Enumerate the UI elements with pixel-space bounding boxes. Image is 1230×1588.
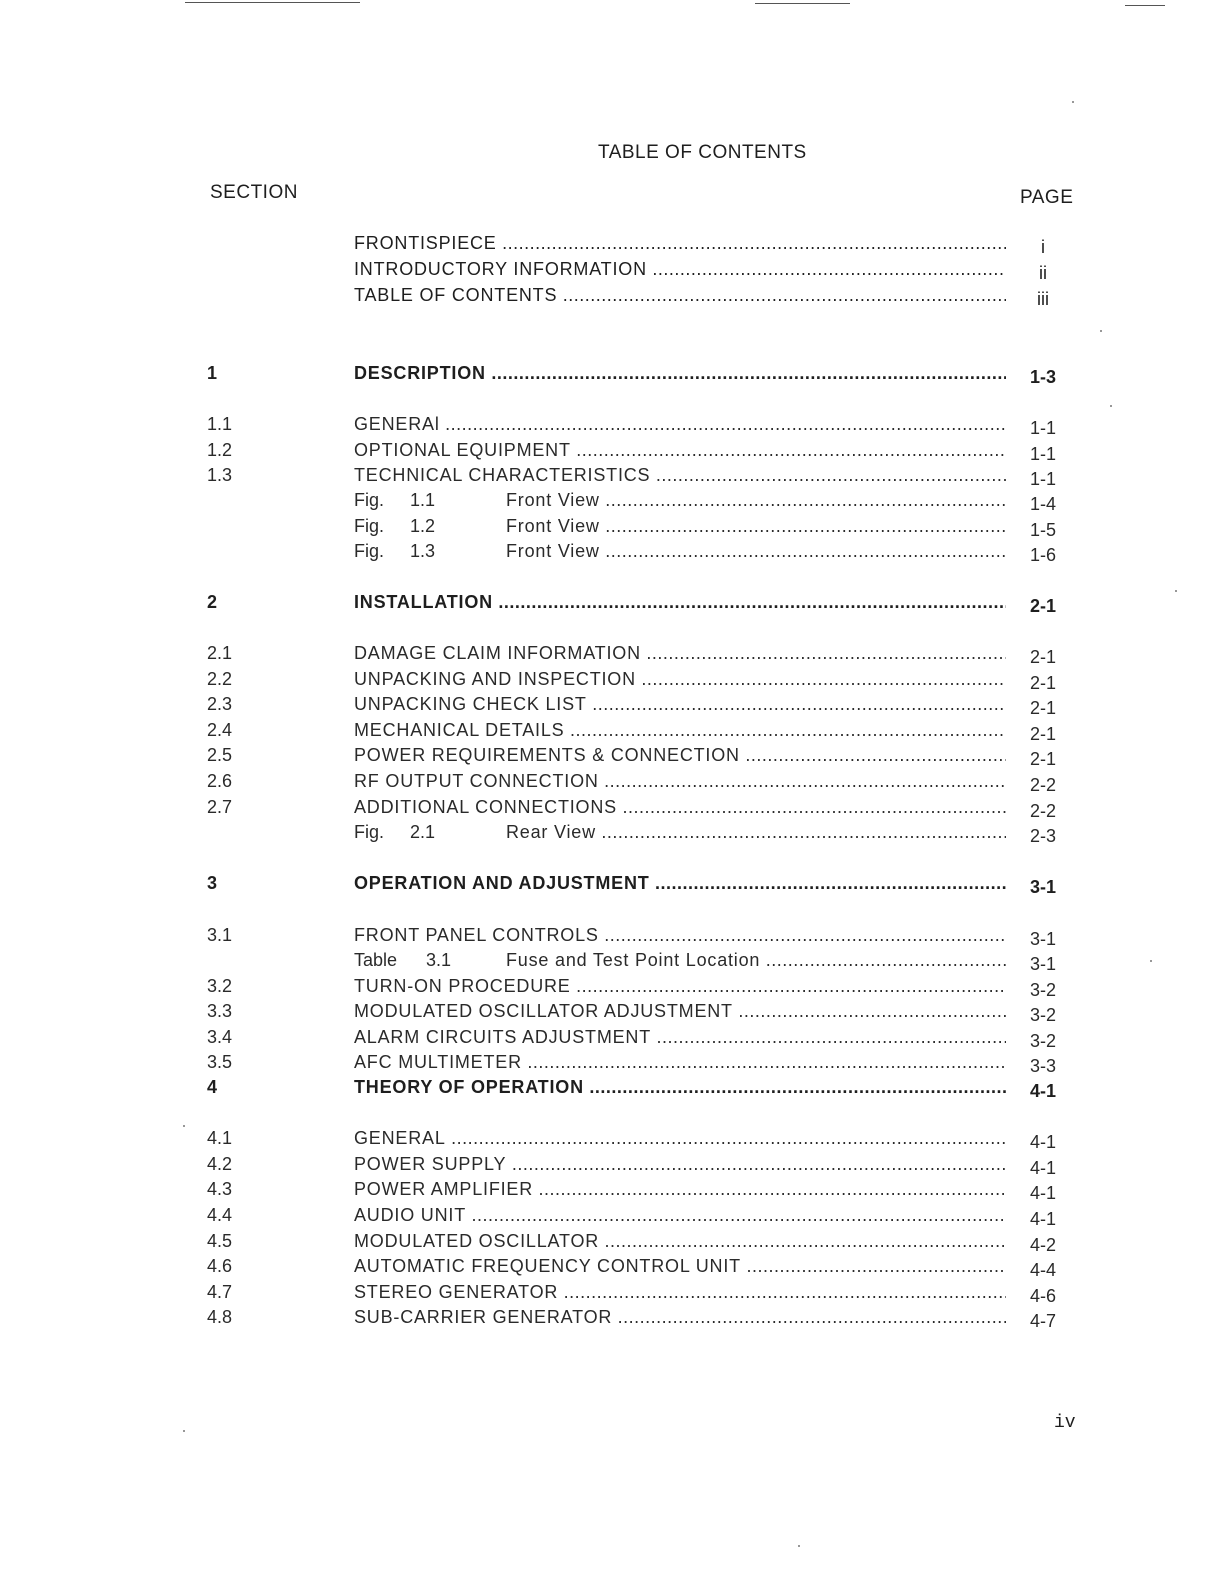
toc-entry-label: INTRODUCTORY INFORMATION (354, 259, 647, 279)
toc-entry-label: ALARM CIRCUITS ADJUSTMENT (354, 1027, 652, 1047)
toc-entry-page: 4-1 (1029, 1158, 1056, 1178)
toc-entry-label: UNPACKING CHECK LIST (354, 694, 587, 714)
scan-speck (1100, 330, 1102, 332)
toc-entry-installation (0, 592, 1230, 616)
toc-entry-number: 3.2 (207, 976, 233, 996)
toc-entry-title (354, 490, 1006, 514)
toc-ref-kind: Table (354, 950, 398, 970)
toc-entry-label: SUB-CARRIER GENERATOR (354, 1307, 613, 1327)
scan-speck (1072, 101, 1074, 103)
toc-entry-theory-of-operation (0, 1077, 1230, 1101)
toc-entry-title (354, 440, 1006, 464)
toc-entry-page: 1-1 (1029, 418, 1056, 438)
toc-entry-page: 3-2 (1029, 1005, 1056, 1025)
toc-entry-label: DAMAGE CLAIM INFORMATION (354, 643, 641, 663)
toc-entry-title (354, 669, 1006, 693)
toc-ref-number: 1.2 (410, 516, 436, 536)
toc-entry-label: OPTIONAL EQUIPMENT (354, 440, 571, 460)
toc-entry-label: Front View (506, 490, 600, 510)
toc-entry-title (354, 541, 1006, 565)
section-column-header: SECTION (210, 182, 298, 203)
toc-entry-number: 3.4 (207, 1027, 233, 1047)
toc-entry-label: MECHANICAL DETAILS (354, 720, 565, 740)
toc-ref-number: 2.1 (410, 822, 436, 842)
toc-entry-label: RF OUTPUT CONNECTION (354, 771, 599, 791)
toc-entry-page: 1-4 (1029, 494, 1056, 514)
toc-entry-page: 1-1 (1029, 469, 1056, 489)
toc-entry-page: 2-1 (1029, 673, 1056, 693)
toc-entry-page: 2-1 (1029, 724, 1056, 744)
toc-entry-number: 4.8 (207, 1307, 233, 1327)
toc-entry-title (354, 1052, 1006, 1076)
toc-entry-title (354, 950, 1006, 974)
toc-entry-label: POWER AMPLIFIER (354, 1179, 534, 1199)
toc-entry-page: 3-3 (1029, 1056, 1056, 1076)
toc-entry-title (354, 1231, 1006, 1255)
toc-entry-label: Fuse and Test Point Location (506, 950, 761, 970)
toc-entry-number: 4.1 (207, 1128, 233, 1148)
toc-entry-sub-carrier-generator (0, 1307, 1230, 1331)
toc-entry-title (354, 1282, 1006, 1306)
toc-entry-title (354, 643, 1006, 667)
toc-entry-page: 4-2 (1029, 1235, 1056, 1255)
toc-entry-table-of-contents (0, 285, 1230, 309)
toc-entry-label: AUTOMATIC FREQUENCY CONTROL UNIT (354, 1256, 741, 1276)
toc-entry-number: 2.7 (207, 797, 233, 817)
toc-entry-label: INSTALLATION (354, 592, 493, 612)
toc-entry-page: 1-5 (1029, 520, 1056, 540)
toc-entry-label: OPERATION AND ADJUSTMENT (354, 873, 650, 893)
toc-entry-title (354, 1205, 1006, 1229)
toc-entry-number: 2.4 (207, 720, 233, 740)
scan-mark (1125, 5, 1165, 6)
toc-entry-title (354, 414, 1006, 438)
toc-entry-number: 4.4 (207, 1205, 233, 1225)
toc-entry-label: TABLE OF CONTENTS (354, 285, 558, 305)
toc-ref-kind: Fig. (354, 822, 385, 842)
toc-entry-modulated-oscillator (0, 1231, 1230, 1255)
toc-entry-label: AUDIO UNIT (354, 1205, 467, 1225)
toc-entry-number: 2 (207, 592, 218, 612)
toc-entry-front-panel-controls (0, 925, 1230, 949)
toc-entry-page: 2-2 (1029, 801, 1056, 821)
toc-ref-number: 1.3 (410, 541, 436, 561)
toc-entry-page: 2-2 (1029, 775, 1056, 795)
toc-entry-label: STEREO GENERATOR (354, 1282, 559, 1302)
toc-entry-label: AFC MULTIMETER (354, 1052, 522, 1072)
page-column-header: PAGE (1020, 187, 1074, 208)
toc-entry-mechanical-details (0, 720, 1230, 744)
toc-entry-title (354, 745, 1006, 769)
toc-entry-page: 2-1 (1029, 698, 1056, 718)
toc-entry-technical-characteristics (0, 465, 1230, 489)
toc-entry-page: 2-1 (1029, 647, 1056, 667)
toc-entry-page: 4-4 (1029, 1260, 1056, 1280)
toc-entry-label: Front View (506, 516, 600, 536)
toc-entry-title (354, 1154, 1006, 1178)
toc-entry-title (354, 1128, 1006, 1152)
toc-entry-title (354, 1256, 1006, 1280)
toc-entry-page: 3-1 (1029, 929, 1056, 949)
toc-ref-number: 3.1 (426, 950, 452, 970)
toc-entry-page: 3-2 (1029, 980, 1056, 1000)
scan-mark (185, 2, 360, 3)
toc-entry-title (354, 465, 1006, 489)
toc-entry-number: 3.3 (207, 1001, 233, 1021)
toc-entry-optional-equipment (0, 440, 1230, 464)
toc-entry-page: 4-1 (1029, 1132, 1056, 1152)
toc-entry-page: 2-3 (1029, 826, 1056, 846)
toc-entry-label: MODULATED OSCILLATOR ADJUSTMENT (354, 1001, 733, 1021)
toc-entry-number: 4 (207, 1077, 218, 1097)
toc-entry-number: 3 (207, 873, 218, 893)
toc-entry-title (354, 1027, 1006, 1051)
toc-entry-label: MODULATED OSCILLATOR (354, 1231, 600, 1251)
toc-entry-page: 1-3 (1029, 367, 1056, 387)
toc-entry-stereo-generator (0, 1282, 1230, 1306)
toc-entry-fig-2-1 (0, 822, 1230, 846)
toc-entry-title (354, 259, 1006, 283)
toc-entry-title (354, 1001, 1006, 1025)
toc-entry-audio-unit (0, 1205, 1230, 1229)
toc-entry-title (354, 925, 1006, 949)
toc-entry-modulated-oscillator-adj (0, 1001, 1230, 1025)
toc-entry-page: iii (1037, 289, 1049, 309)
toc-entry-page: 3-1 (1029, 877, 1056, 897)
toc-entry-additional-connections (0, 797, 1230, 821)
toc-ref-number: 1.1 (410, 490, 436, 510)
toc-entry-page: ii (1039, 263, 1047, 283)
toc-entry-turn-on-procedure (0, 976, 1230, 1000)
toc-entry-alarm-circuits (0, 1027, 1230, 1051)
toc-entry-label: THEORY OF OPERATION (354, 1077, 584, 1097)
toc-entry-number: 2.6 (207, 771, 233, 791)
toc-entry-label: DESCRIPTION (354, 363, 486, 383)
toc-entry-page: 3-2 (1029, 1031, 1056, 1051)
toc-entry-introductory-information (0, 259, 1230, 283)
toc-entry-title (354, 592, 1006, 616)
toc-entry-operation-adjustment (0, 873, 1230, 897)
toc-entry-number: 2.2 (207, 669, 233, 689)
scan-speck (183, 1430, 185, 1432)
toc-entry-fig-1-1 (0, 490, 1230, 514)
toc-entry-number: 4.5 (207, 1231, 233, 1251)
toc-entry-title (354, 694, 1006, 718)
toc-entry-title (354, 873, 1006, 897)
toc-entry-number: 1.1 (207, 414, 233, 434)
toc-entry-label: FRONT PANEL CONTROLS (354, 925, 599, 945)
toc-entry-page: 2-1 (1029, 596, 1056, 616)
toc-entry-label: GENERAL (354, 1128, 446, 1148)
scan-speck (798, 1545, 800, 1547)
toc-entry-number: 1.3 (207, 465, 233, 485)
toc-entry-title (354, 516, 1006, 540)
toc-entry-title (354, 976, 1006, 1000)
toc-entry-afc-multimeter (0, 1052, 1230, 1076)
toc-entry-page: 4-6 (1029, 1286, 1056, 1306)
toc-entry-label: ADDITIONAL CONNECTIONS (354, 797, 617, 817)
toc-entry-power-requirements (0, 745, 1230, 769)
toc-entry-label: Front View (506, 541, 600, 561)
toc-entry-page: 4-1 (1029, 1081, 1056, 1101)
toc-entry-label: TURN-ON PROCEDURE (354, 976, 571, 996)
toc-entry-number: 2.3 (207, 694, 233, 714)
toc-entry-number: 3.1 (207, 925, 233, 945)
toc-entry-number: 1.2 (207, 440, 233, 460)
toc-entry-page: 1-6 (1029, 545, 1056, 565)
toc-entry-page: 1-1 (1029, 444, 1056, 464)
toc-entry-power-supply (0, 1154, 1230, 1178)
page-number: iv (1054, 1413, 1076, 1433)
toc-entry-description (0, 363, 1230, 387)
toc-entry-label: TECHNICAL CHARACTERISTICS (354, 465, 651, 485)
toc-entry-page: 4-7 (1029, 1311, 1056, 1331)
toc-entry-unpacking-check-list (0, 694, 1230, 718)
toc-entry-page: 4-1 (1029, 1209, 1056, 1229)
toc-entry-number: 2.1 (207, 643, 233, 663)
toc-entry-page: i (1041, 237, 1045, 257)
toc-entry-page: 4-1 (1029, 1183, 1056, 1203)
toc-entry-label: GENERAl (354, 414, 440, 434)
toc-entry-title (354, 720, 1006, 744)
toc-entry-label: Rear View (506, 822, 596, 842)
toc-entry-label: FRONTISPIECE (354, 233, 497, 253)
scan-speck (1110, 405, 1112, 407)
toc-entry-number: 3.5 (207, 1052, 233, 1072)
toc-ref-kind: Fig. (354, 516, 385, 536)
toc-entry-label: POWER REQUIREMENTS & CONNECTION (354, 745, 740, 765)
toc-entry-number: 4.2 (207, 1154, 233, 1174)
toc-entry-table-3-1 (0, 950, 1230, 974)
toc-entry-number: 2.5 (207, 745, 233, 765)
toc-entry-number: 4.3 (207, 1179, 233, 1199)
scan-mark (755, 3, 850, 4)
toc-entry-page: 3-1 (1029, 954, 1056, 974)
toc-entry-title (354, 1077, 1006, 1101)
scan-speck (183, 1125, 185, 1127)
toc-entry-title (354, 771, 1006, 795)
toc-entry-afc-unit (0, 1256, 1230, 1280)
toc-entry-title (354, 822, 1006, 846)
toc-entry-general-1 (0, 414, 1230, 438)
toc-entry-number: 4.7 (207, 1282, 233, 1302)
page-title-text: TABLE OF CONTENTS (598, 142, 807, 163)
toc-entry-number: 4.6 (207, 1256, 233, 1276)
toc-entry-unpacking-inspection (0, 669, 1230, 693)
toc-entry-title (354, 1307, 1006, 1331)
toc-ref-kind: Fig. (354, 541, 385, 561)
toc-entry-frontispiece (0, 233, 1230, 257)
toc-entry-number: 1 (207, 363, 218, 383)
toc-ref-kind: Fig. (354, 490, 385, 510)
toc-entry-rf-output (0, 771, 1230, 795)
toc-entry-fig-1-2 (0, 516, 1230, 540)
toc-entry-general-4 (0, 1128, 1230, 1152)
toc-entry-title (354, 1179, 1006, 1203)
toc-entry-power-amplifier (0, 1179, 1230, 1203)
toc-entry-label: UNPACKING AND INSPECTION (354, 669, 636, 689)
toc-entry-title (354, 285, 1006, 309)
toc-entry-damage-claim (0, 643, 1230, 667)
toc-entry-fig-1-3 (0, 541, 1230, 565)
toc-entry-title (354, 233, 1006, 257)
toc-entry-label: POWER SUPPLY (354, 1154, 507, 1174)
toc-entry-title (354, 363, 1006, 387)
toc-entry-page: 2-1 (1029, 749, 1056, 769)
toc-entry-title (354, 797, 1006, 821)
